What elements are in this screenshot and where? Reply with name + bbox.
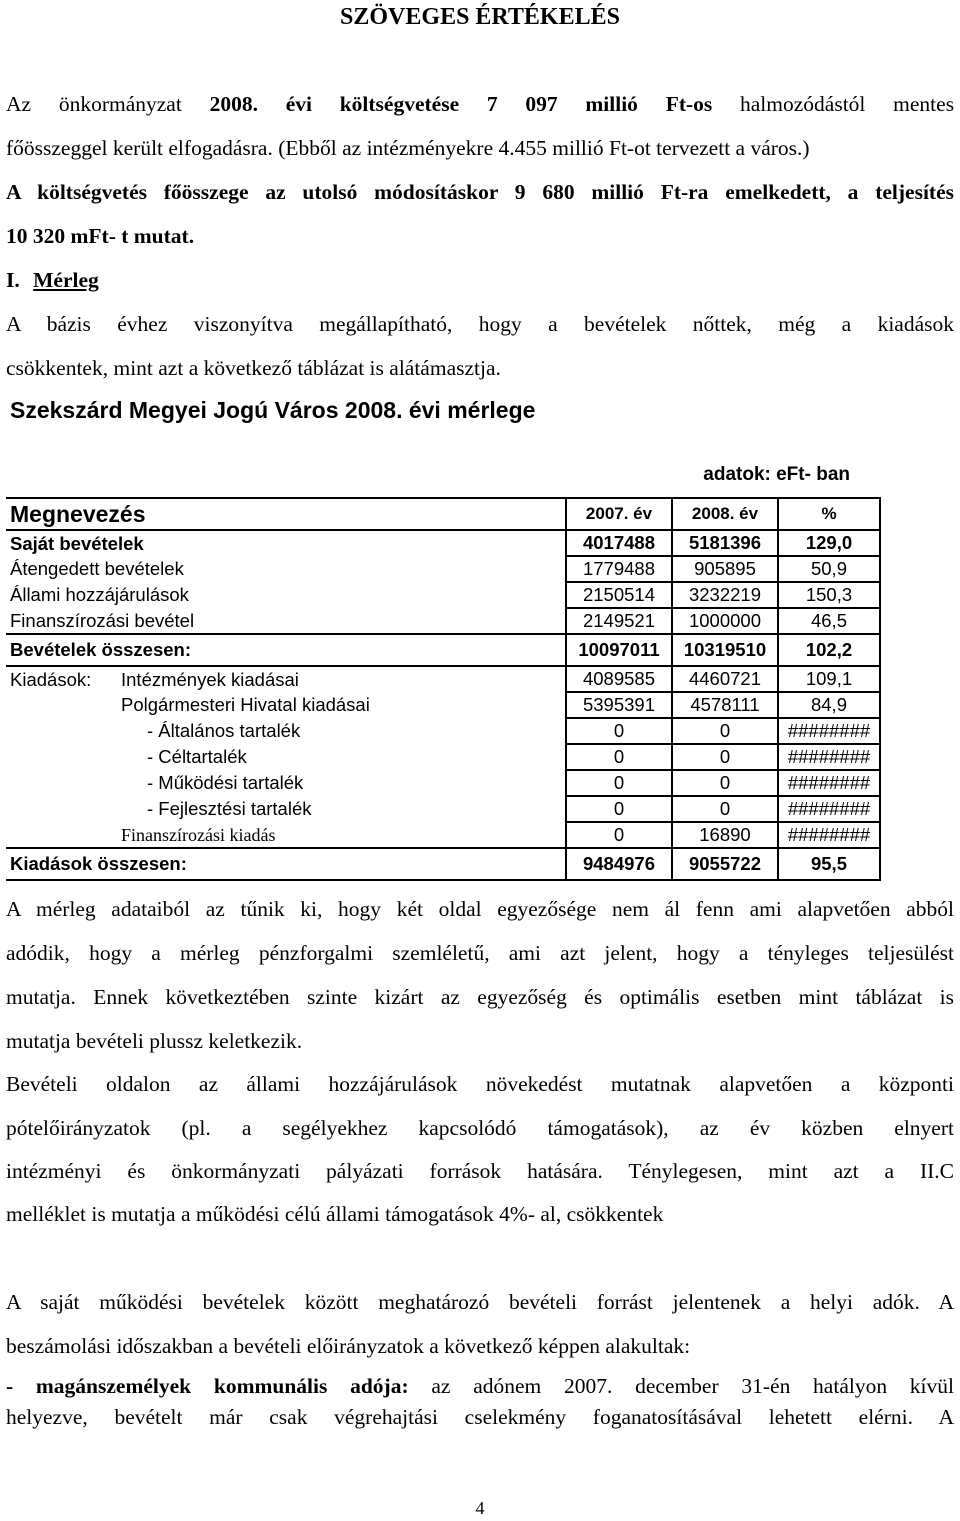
section-name: Mérleg (33, 268, 99, 292)
intro-line-4: 10 320 mFt- t mutat. (6, 224, 195, 248)
value-percent: 109,1 (778, 666, 880, 692)
section-heading (6, 258, 954, 302)
value-2008: 4578111 (672, 692, 778, 718)
row-label: - Céltartalék (147, 746, 247, 767)
row-label: Kiadások összesen: (6, 848, 566, 880)
intro-word: halmozódástól (740, 92, 866, 116)
row-group-label (6, 822, 117, 848)
header-2008: 2008. év (672, 498, 778, 530)
value-2007: 5395391 (566, 692, 672, 718)
para2-line-2: adódik, hogy a mérleg pénzforgalmi szemléletű, ami azt jelent, hogy a tényleges teljesülést (6, 941, 954, 965)
value-percent: ######## (778, 744, 880, 770)
header-percent: % (778, 498, 880, 530)
para2-line-1: A mérleg adataiból az tűnik ki, hogy két oldal egyezősége nem ál fenn ami alapvetően abból (6, 897, 954, 921)
row-label: Bevételek összesen: (6, 634, 566, 666)
value-2008: 0 (672, 718, 778, 744)
para1-line-2: csökkentek, mint azt a következő táblázat is alátámasztja. (6, 356, 501, 380)
value-percent: 95,5 (778, 848, 880, 880)
table-row (6, 796, 880, 822)
value-percent: 50,9 (778, 556, 880, 582)
value-2007: 2149521 (566, 608, 672, 634)
value-2007: 2150514 (566, 582, 672, 608)
value-2008: 4460721 (672, 666, 778, 692)
table-row-total-expenses (6, 848, 880, 880)
value-percent: ######## (778, 822, 880, 848)
page-number: 4 (475, 1498, 485, 1518)
header-2007: 2007. év (566, 498, 672, 530)
table-row (6, 530, 880, 556)
section-number: I. (6, 268, 20, 292)
value-2008: 905895 (672, 556, 778, 582)
table-row (6, 744, 880, 770)
value-2008: 0 (672, 796, 778, 822)
value-percent: 102,2 (778, 634, 880, 666)
intro-word: költségvetése (339, 92, 460, 116)
value-2008: 0 (672, 744, 778, 770)
intro-word: évi (285, 92, 312, 116)
row-label: - Fejlesztési tartalék (147, 798, 312, 819)
value-percent: 84,9 (778, 692, 880, 718)
table-title: Szekszárd Megyei Jogú Város 2008. évi mérlege (10, 397, 536, 423)
table-row (6, 608, 880, 634)
table-row-total-income (6, 634, 880, 666)
para3-line-3: intézményi és önkormányzati pályázati források hatására. Ténylegesen, mint azt a II.C (6, 1159, 954, 1183)
value-2007: 4089585 (566, 666, 672, 692)
intro-word: 7 (486, 92, 498, 116)
row-label: Polgármesteri Hivatal kiadásai (121, 694, 370, 715)
value-percent: ######## (778, 718, 880, 744)
value-2007: 0 (566, 796, 672, 822)
value-2007: 1779488 (566, 556, 672, 582)
value-2007: 9484976 (566, 848, 672, 880)
table-row (6, 692, 880, 718)
value-2007: 0 (566, 718, 672, 744)
value-percent: ######## (778, 796, 880, 822)
value-percent: 46,5 (778, 608, 880, 634)
value-2007: 0 (566, 822, 672, 848)
value-2007: 0 (566, 744, 672, 770)
para5-bold-lead: - magánszemélyek kommunális adója: (6, 1374, 409, 1398)
value-percent: ######## (778, 770, 880, 796)
row-group-label (6, 744, 117, 770)
value-2007: 4017488 (566, 530, 672, 556)
value-percent: 129,0 (778, 530, 880, 556)
intro-word: millió (585, 92, 638, 116)
value-2008: 5181396 (672, 530, 778, 556)
table-header-row (6, 498, 880, 530)
value-2008: 16890 (672, 822, 778, 848)
row-label: Finanszírozási bevétel (6, 608, 566, 634)
row-group-label (6, 692, 117, 718)
value-2007: 10097011 (566, 634, 672, 666)
row-label: Állami hozzájárulások (10, 584, 189, 605)
para3-line-4: melléklet is mutatja a működési célú állami támogatások 4%- al, csökkentek (6, 1202, 664, 1226)
value-percent: 150,3 (778, 582, 880, 608)
row-label: Intézmények kiadásai (121, 668, 299, 690)
para3-line-1: Bevételi oldalon az állami hozzájárulások növekedést mutatnak alapvetően a központi (6, 1072, 954, 1096)
table-row (6, 556, 880, 582)
table-row (6, 666, 880, 692)
header-label: Megnevezés (6, 498, 566, 530)
intro-line-2: főösszeggel került elfogadásra. (Ebből az intézményekre 4.455 millió Ft-ot tervezett a város.) (6, 136, 810, 160)
para4-line-1: A saját működési bevételek között meghatározó bevételi forrást jelentenek a helyi adók. A (6, 1290, 954, 1314)
value-2008: 0 (672, 770, 778, 796)
para1-line-1: A bázis évhez viszonyítva megállapítható, hogy a bevételek nőttek, még a kiadások (6, 312, 954, 336)
value-2008: 9055722 (672, 848, 778, 880)
row-group-label (6, 770, 117, 796)
para2-line-4: mutatja bevételi plussz keletkezik. (6, 1029, 303, 1053)
value-2008: 1000000 (672, 608, 778, 634)
intro-word: mentes (893, 92, 955, 116)
para2-line-3: mutatja. Ennek következtében szinte kizárt az egyezőség és optimális esetben mint táblázat is (6, 985, 954, 1009)
para5-line-1-rest: az adónem 2007. december 31-én hatályon kívül (431, 1374, 955, 1398)
table-row (6, 770, 880, 796)
table-row (6, 582, 880, 608)
row-group-label (6, 718, 117, 744)
intro-word: 2008. (209, 92, 258, 116)
value-2008: 3232219 (672, 582, 778, 608)
intro-word: Ft-os (665, 92, 713, 116)
para3-line-2: pótelőirányzatok (pl. a segélyekhez kapcsolódó támogatások), az év közben elnyert (6, 1116, 954, 1140)
row-label: Saját bevételek (6, 530, 566, 556)
table-row (6, 718, 880, 744)
balance-table (6, 497, 881, 881)
row-label: Átengedett bevételek (10, 558, 184, 579)
intro-word: Az önkormányzat (6, 92, 182, 116)
value-2007: 0 (566, 770, 672, 796)
row-group-label (6, 796, 117, 822)
units-note: adatok: eFt- ban (703, 464, 850, 485)
row-label: - Általános tartalék (147, 720, 301, 741)
intro-word: 097 (525, 92, 558, 116)
para5-line-2: helyezve, bevételt már csak végrehajtási cselekmény foganatosításával lehetett elérni. A (6, 1405, 954, 1429)
row-label: - Működési tartalék (147, 772, 304, 793)
row-group-label: Kiadások: (10, 668, 92, 690)
table-row (6, 822, 880, 848)
value-2008: 10319510 (672, 634, 778, 666)
page-title: SZÖVEGES ÉRTÉKELÉS (340, 4, 620, 30)
intro-line-3: A költségvetés főösszege az utolsó módosításkor 9 680 millió Ft-ra emelkedett, a teljesítés (6, 180, 954, 204)
para4-line-2: beszámolási időszakban a bevételi előirányzatok a következő képpen alakultak: (6, 1334, 691, 1358)
row-label: Finanszírozási kiadás (117, 822, 566, 848)
intro-line-1 (6, 82, 954, 126)
